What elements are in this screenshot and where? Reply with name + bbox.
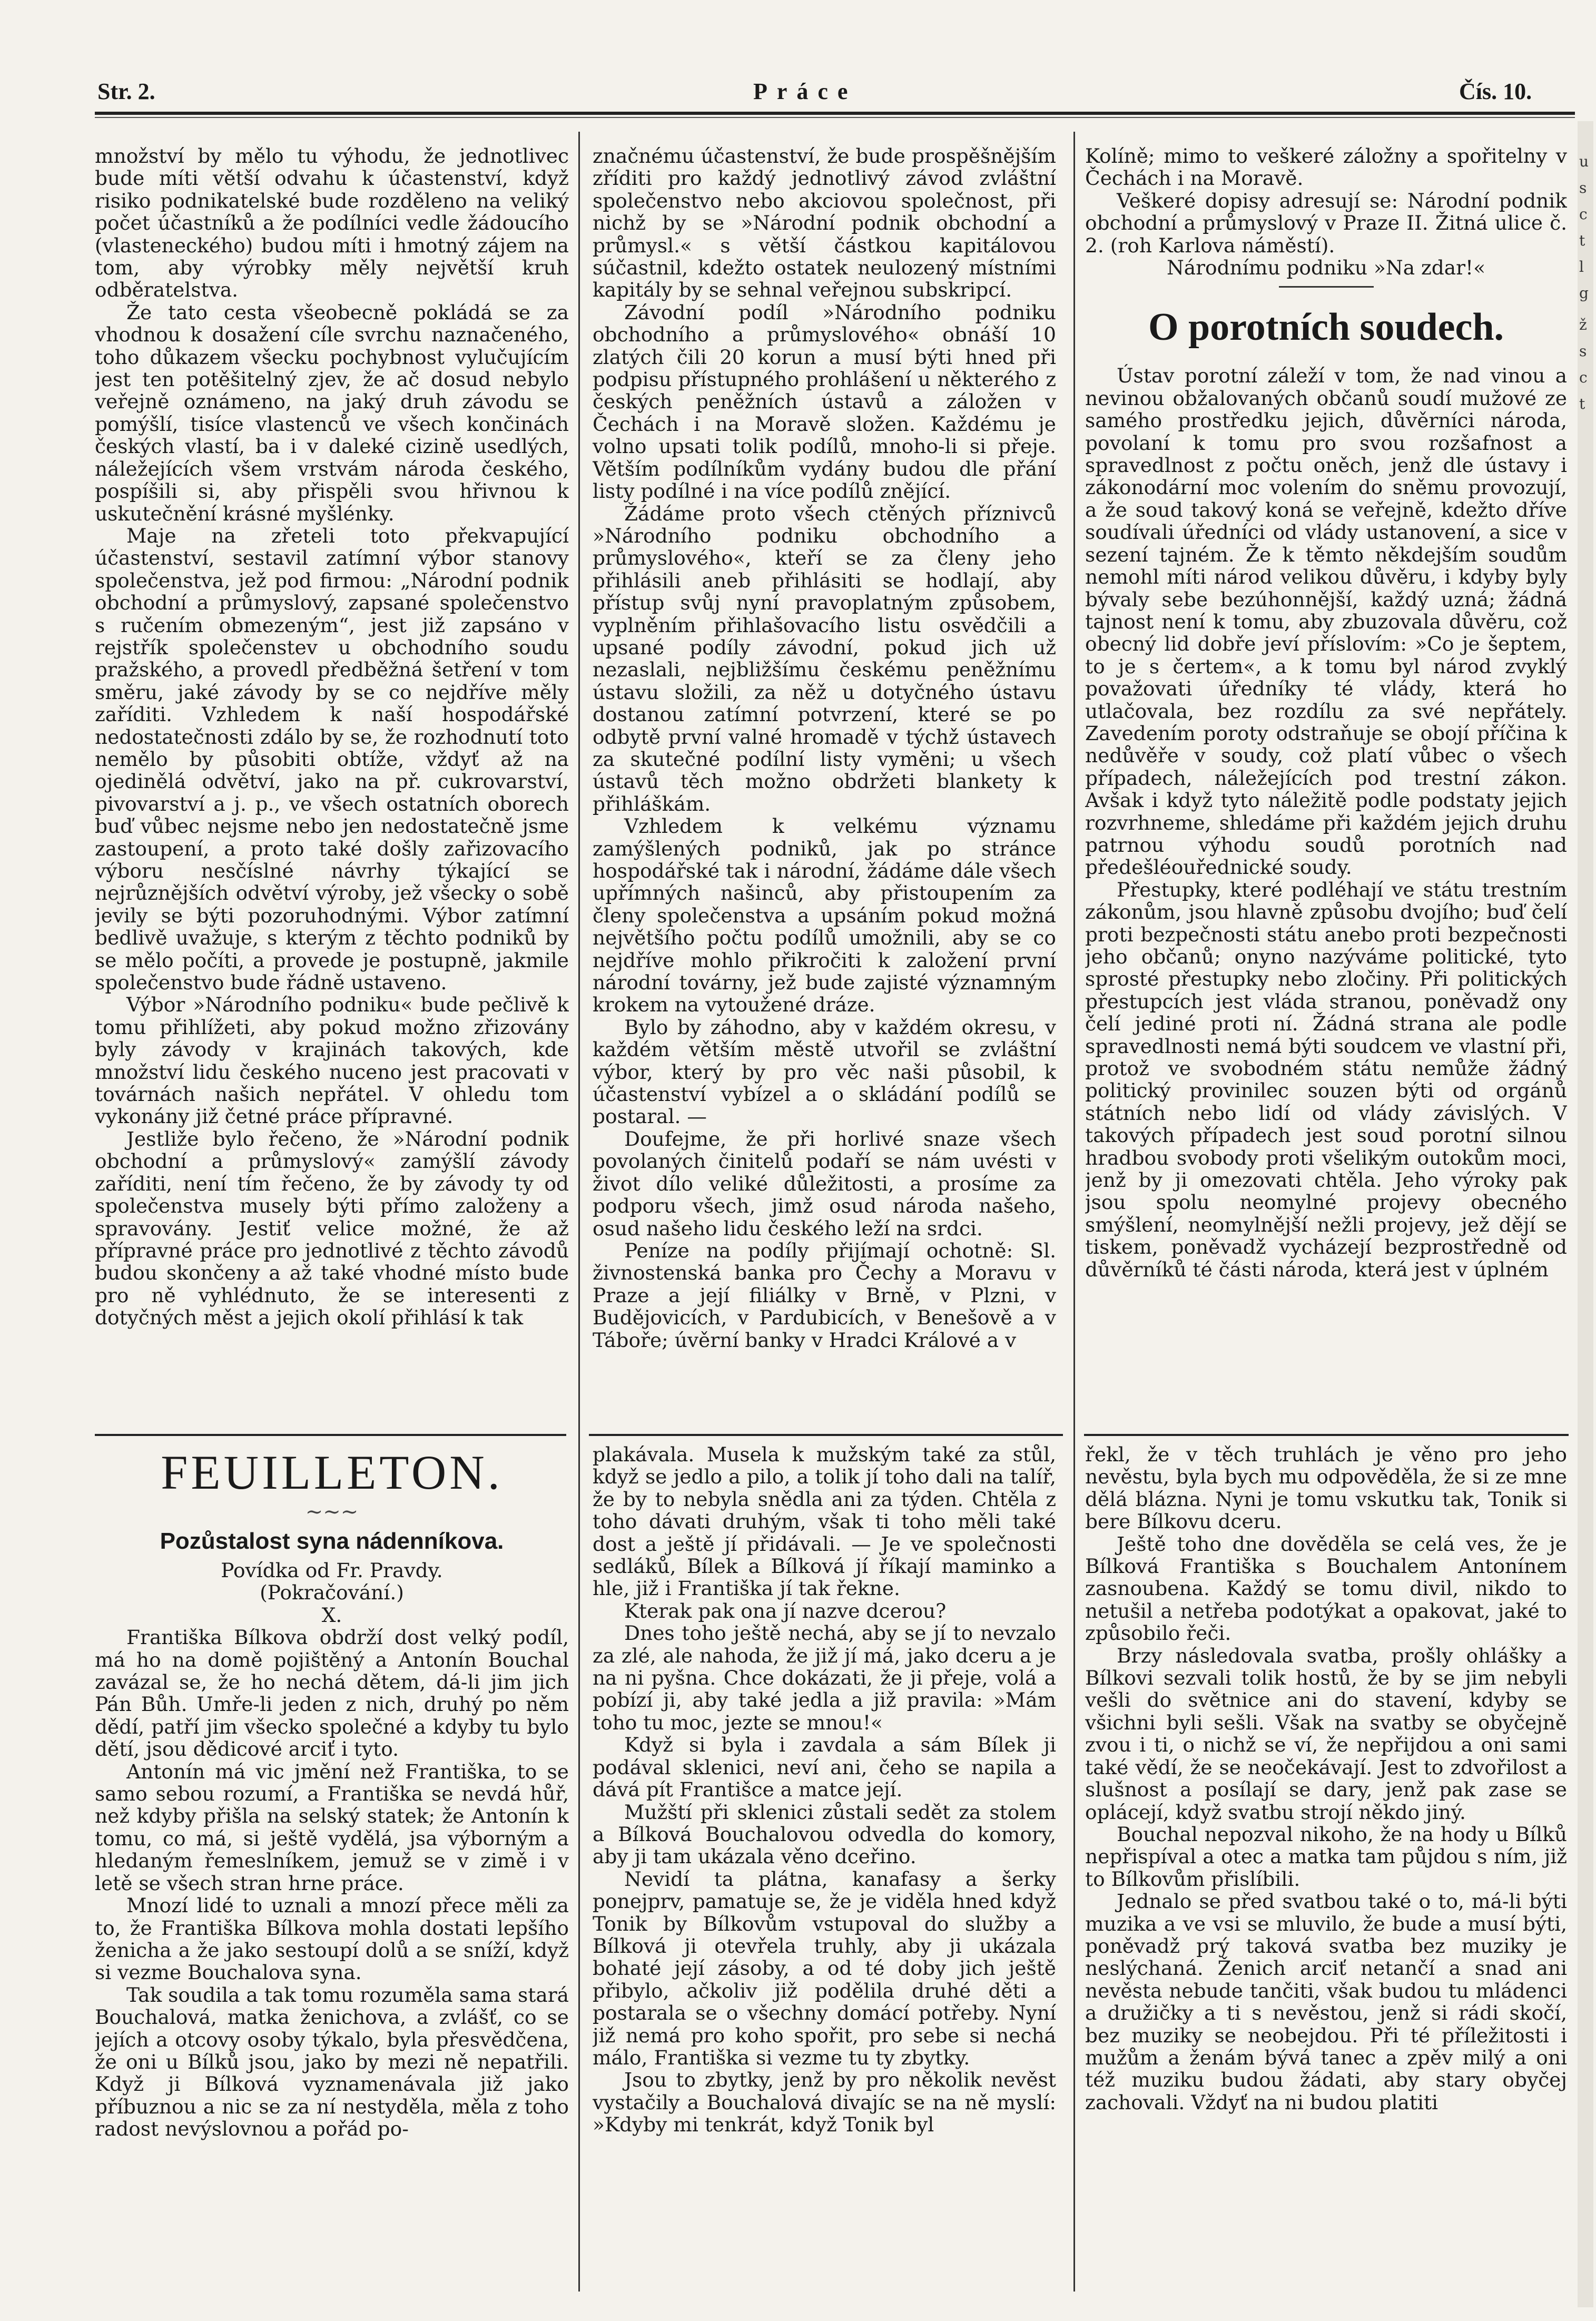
column-2 [593,145,1056,1420]
edge-letter: c [1579,369,1588,386]
feuilleton-column-1 [95,1443,569,2307]
edge-letter: l [1579,258,1584,276]
paragraph: Jednalo se před svatbou také o to, má-li býti muzika a ve vsi se mluvilo, že bude a musí býti, poněvadž prý taková svatba bez muziky je neslýchaná. Ženich arciť netančí a snad ani nevěsta nebude tančiti, však budou tu mládenci a družičky a ti s nevěstou, jenž si rádi skočí, bez muziky se neobejdou. Při té příležitosti i mužům a ženám bývá tanec a zpěv milý a oni též muziku budou žádati, aby stary obyčej zachovali. Vždyť na ni budou platiti [1085,1890,1567,2114]
paragraph: Bouchal nepozval nikoho, že na hody u Bílků nepřispíval a otec a matka tam půjdou s ním, již to Bílkovům přislíbili. [1085,1822,1567,1891]
edge-letter: t [1579,232,1585,249]
paragraph: Antonín má vic jmění než Františka, to se samo sebou rozumí, a Františka se nevdá hůř, než kdyby přišla na selský statek; že Antonín k tomu, co má, si ještě vydělá, jsa výborným a hledaným řemeslníkem, jemuž se v zimě i v letě se všech stran hrne práce. [95,1759,569,1895]
paragraph: Závodní podíl »Národního podniku obchodního a průmyslového« obnáší 10 zlatých čili 20 korun a musí býti hned při podpisu přístupného prohlášení u některého z českých peněžních ústavů a záložen v Čechách i na Moravě složen. Každému je volno upsati tolik podílů, mnoho-li si přeje. Větším podílníkům vydány budou dle přání listy podílné i na více podílů znějící. [593,300,1056,503]
paragraph: Františka Bílkova obdrží dost velký podíl, má ho na domě pojištěný a Antonín Bouchal zavázal se, že ho nechá dětem, dá-li jim jich Pán Bůh. Umře-li jeden z nich, druhý po něm dědí, patří jim všecko společné a kdyby tu bylo dětí, jsou dědicové arciť i tyto. [95,1626,569,1761]
edge-letter: t [1579,395,1585,412]
paragraph: Veškeré dopisy adresují se: Národní podnik obchodní a průmyslový v Praze II. Žitná ulice č. 2. (roh Karlova náměstí). [1085,189,1567,257]
masthead-title: Práce [753,78,858,104]
issue-number: Čís. 10. [1459,78,1532,104]
paragraph: množství by mělo tu výhodu, že jednotlivec bude míti větší odvahu k účastenství, když risiko podnikatelské bude rozděleno na veliký počet účastníků a že podílníci vedle žádoucího (vlasteneckého) budou míti i hmotný zájem na tom, aby výrobky měly největší kruh odběratelstva. [95,145,569,302]
paragraph: Jsou to zbytky, jenž by pro několik nevěst vystačily a Bouchalová divajíc se na ně myslí: »Kdyby mi tenkrát, když Tonik byl [593,2068,1056,2137]
story-title: Pozůstalost syna nádenníkova. [160,1528,504,1554]
column-1 [95,145,569,1420]
paragraph: Nevidí ta plátna, kanafasy a šerky ponejprv, pamatuje se, že je viděla hned když Tonik by Bílkovům vstupoval do služby a Bílková ji otevřela truhly, aby ji ukázala bohaté její zásoby, a od té doby jich ještě přibylo, ačkoliv již podělila druhé děti a postarala se o všechny domácí potřeby. Nyní již nemá pro koho spořit, pro sebe si nechá málo, Františka si vezme tu ty zbytky. [593,1867,1056,2069]
article-separator [1279,286,1374,288]
feuilleton-rule-1 [95,1434,566,1436]
byline: Povídka od Fr. Pravdy. [221,1559,443,1582]
page-number: Str. 2. [97,78,155,104]
feuilleton-rule-2 [589,1434,1063,1436]
feuilleton-rule-3 [1084,1434,1569,1436]
paragraph: Ústav porotní záleží v tom, že nad vinou a nevinou obžalovaných občanů soudí mužové ze samého prostředku jejich, důvěrníci národa, povolaní k tomu pro svou rozšafnost a spravedlnost z počtu oněch, jenž dle ústavy i zákonodární moc volením do sněmu provozují, a že soud takový koná se veřejně, kdežto dříve soudívali úředníci od vlády ustanovení, a sice v sezení tajném. Že k těmto někdejším soudům nemohl míti národ velikou důvěru, i kdyby byly bývaly sebe bezúhonnější, každý uzná; žádná tajnost není k tomu, aby zbuzovala důvěru, což obecný lid dobře jeví příslovím: »Co je šeptem, to je s čertem«, a k tomu byl národ zvyklý považovati úředníky té vlády, která ho utlačovala, bez rozdílu za své nepřátely. Zavedením poroty odstraňuje se obojí příčina k nedůvěře v soudy, což platí vůbec o všech případech, náležejících pod trestní zákon. Avšak i když tyto náležitě podle podstaty jejich rozvrhneme, shledáme při každém jejich druhu patrnou výhodu soudů porotních nad předešléouřednické soudy. [1085,364,1567,879]
paragraph: Ještě toho dne dověděla se celá ves, že je Bílková Františka s Bouchalem Antonínem zasnoubena. Každý se tomu divil, nikdo to netušil a netřeba podotýkat a opakovat, jaké to způsobilo řeči. [1085,1532,1567,1645]
paragraph: značnému účastenství, že bude prospěšnějším zříditi pro každý jednotlivý závod zvláštní společenstvo nebo akciovou společnost, při nichž by se »Národní podnik obchodní a průmysl.« s větší částkou kapitálovou súčastnil, kdežto ostatek neulozený místními kapitály by se sehnal veřejnou subskripcí. [593,145,1056,302]
paragraph: Peníze na podíly přijímají ochotně: Sl. živnostenská banka pro Čechy a Moravu v Praze a její filiálky v Brně, v Plzni, v Budějovicích, v Pardubicích, v Benešově a v Táboře; úvěrní banky v Hradci Králové a v [593,1238,1056,1352]
paragraph: řekl, že v těch truhlách je věno pro jeho nevěstu, byla bych mu odpověděla, že si ze mne dělá blázna. Nyni je tomu vskutku tak, Tonik si bere Bílkovu dceru. [1085,1443,1567,1533]
paragraph: Žádáme proto všech ctěných příznivců »Národního podniku obchodního a průmyslového«, kteří se za členy jeho přihlásili aneb přihlásiti se hodlají, aby přístup svůj nyní pravoplatným způsobem, vyplněním přihlašovacího listu osvědčili a upsané podíly závodní, pokud jich už nezaslali, nejbližšímu českému peněžnímu ústavu složili, za něž u dotyčného ústavu dostanou zatímní potvrzení, které se po odbytě první valné hromadě v týchž ústavech za skutečné podílní listy vyměni; u všech ústavů těch možno obdržeti blankety k přihláškám. [593,501,1056,815]
paragraph: Tak soudila a tak tomu rozuměla sama stará Bouchalová, matka ženichova, a zvlášť, co se jejích a otcovy osoby týkalo, byla přesvědčena, že oni u Bílků jsou, jako by mezi ně nepatřili. Když ji Bílková vyznamenávala již jako příbuznou a nic se za ní nestyděla, měla z toho radost nevýslovnou a pořád po- [95,1983,569,2141]
paragraph: Jestliže bylo řečeno, že »Národní podnik obchodní a průmyslový« zamýšlí závody zaříditi, není tím řečeno, že by závody ty od společenstva musely býti přímo založeny a spravovány. Jestiť velice možné, že až přípravné práce pro jednotlivé z těchto závodů budou skončeny a až také vhodné místo bude pro ně vyhlédnuto, že se interesenti z dotyčných měst a jejich okolí přihlásí k tak [95,1127,569,1330]
paragraph: Přestupky, které podléhají ve státu trestním zákonům, jsou hlavně způsobu dvojího; buď čelí proti bezpečnosti státu anebo proti bezpečnosti jeho občanů; onyno nazýváme politické, tyto sprosté přestupky nebo zločiny. Při politických přestupcích jest vláda stranou, poněvadž ony čelí jediné proti ní. Žádná strana ale podle spravedlnosti nemá býti soudcem ve vlastní při, protož ve svobodném státu nemůže žádný politický provinilec souzen býti od orgánů státních nebo lidí od vlády závislých. V takových případech jest soud porotní silnou hradbou svobody proti všelikým outokům moci, jenž by ji omezovati chtěla. Jeho výroky pak jsou spolu neomylné projevy obecného smýšlení, neomylnější nežli projevy, jež dějí se tiskem, poněvadž vycházejí bezprostředně od důvěrníků té části národa, která jest v úplném [1085,878,1567,1281]
paragraph: Doufejme, že při horlivé snaze všech povolaných činitelů podaří se nám uvésti v život dílo veliké důležitosti, a prosíme za podporu všech, jimž osud národa našeho, osud našeho lidu českého leží na srdci. [593,1127,1056,1240]
feuilleton-column-2 [593,1443,1056,2307]
continuation-note: (Pokračování.) [260,1581,404,1605]
closing-salute: Národnímu podniku »Na zdar!« [1166,256,1486,280]
paragraph: Kolíně; mimo to veškeré záložny a spořitelny v Čechách i na Moravě. [1085,145,1567,190]
column-3 [1085,145,1567,1420]
paragraph: Vzhledem k velkému významu zamýšlených podniků, jak po stránce hospodářské tak i národní, žádáme dále všech upřímných našinců, aby přistoupením za členy společenstva a upsáním pokud možná největšího počtu podílů umožnili, aby se co nejdříve mohlo přikročiti k založení první národní továrny, jež bude zajisté významným krokem na vytoužené dráze. [593,814,1056,1017]
column-divider-1 [578,132,580,2292]
paragraph: Že tato cesta všeobecně pokládá se za vhodnou k dosažení cíle svrchu naznačeného, toho důkazem všecku pochybnost vylučujícím jest ten potěšitelný zjev, že ač dosud nebylo veřejně oznámeno, na jaký druh závodu se pomýšlí, tisíce vlastenců ve všech končinách českých vlastí, ba i v daleké cizině usedlých, náležejících všem vrstvám národa českého, pospíšili si, aby přispěli svou hřivnou k uskutečnění krásné myšlénky. [95,300,569,525]
paragraph: Kterak pak ona jí nazve dcerou? [624,1599,947,1622]
paragraph: Když si byla i zavdala a sám Bílek ji podával sklenici, neví ani, čeho se napila a dává pít Františce a matce její. [593,1733,1056,1802]
wavy-ornament: ∼∼∼ [305,1500,359,1524]
paragraph: Brzy následovala svatba, prošly ohlášky a Bílkovi sezvali tolik hostů, že by se jim nebyli vešli do světnice ani do stavení, kdyby se všichni byli sešli. Však na svatby se obyčejně zvou i ti, o nichž se ví, že nepřijdou a oni sami také vědí, že se neočekávají. Jest to zdvořilost a slušnost a posílají se dary, jenž pak zase se oplácejí, když svatbu strojí někdo jiný. [1085,1644,1567,1824]
edge-letter: s [1579,179,1587,196]
edge-letter: g [1579,284,1589,302]
header-rule-thin [95,117,1575,118]
header-rule [95,112,1575,115]
paragraph: plakávala. Musela k mužským také za stůl, když se jedlo a pilo, a tolik jí toho dali na talíř, že by to nebyla snědla ani za týden. Chtěla z toho dávati druhým, však ti toho měli také dost a ještě jí přidávali. — Je ve společnosti sedláků, Bílek a Bílková jí říkají maminko a hle, již i Františka jí tak řekne. [593,1443,1056,1600]
paragraph: Výbor »Národního podniku« bude pečlivě k tomu přihlížeti, aby pokud možno zřizovány byly závody v krajinách takových, kde množství lidu českého nuceno jest pracovati v továrnách našich nepřátel. V ohledu tom vykonány již četné práce přípravné. [95,993,569,1128]
edge-letter: ž [1579,316,1587,333]
feuilleton-column-3 [1085,1443,1567,2307]
paragraph: Maje na zřeteli toto překvapující účastenství, sestavil zatímní výbor stanovy společenstva, jež pod firmou: „Národní podnik obchodní a průmyslový, zapsané společenstvo s ručením obmezeným“, jest již zapsáno v rejstřík společenstev u obchodního soudu pražského, a provedl předběžná šetření v tom směru, jaké závody by se co nejdříve měly zaříditi. Vzhledem k naší hospodářské nedostatečnosti zdálo by se, že rozhodnutí toto nemělo by působiti obtíže, vždyť až na ojedinělá odvětví, jako na př. cukrovarství, pivovarství a j. p., ve všech ostatních oborech buď vůbec nejsme nebo jen nedostatečně jsme zastoupení, a proto také došly zařizovacího výboru nesčíslné návrhy týkající se nejrůznějších odvětví výroby, jež všecky o sobě jevily se býti pozoruhodnými. Výbor zatímní bedlivě uvažuje, s kterým z těchto podniků by se mělo počíti, a provede je postupně, jakmile společenstvo bude řádně ustaveno. [95,524,569,995]
article-title: O porotních soudech. [1148,306,1504,349]
column-divider-2 [1073,132,1075,2292]
adjacent-page-edge [1578,121,1593,2307]
paragraph: Bylo by záhodno, aby v každém okresu, v každém větším městě utvořil se zvláštní výbor, který by pro věc naši působil, k účastenství vybízel a o skládání podílů se postaral. — [593,1015,1056,1128]
paragraph: Dnes toho ještě nechá, aby se jí to nevzalo za zlé, ale nahoda, že již jí má, jako dceru a je na ni pyšna. Chce dokázati, že ji přeje, volá a pobízí ji, aby také jedla a již pravila: »Mám toho tu moc, jezte se mnou!« [593,1621,1056,1734]
edge-letter: u [1579,153,1589,170]
feuilleton-heading: FEUILLETON. [161,1445,503,1499]
paragraph: Mnozí lidé to uznali a mnozí přece měli za to, že Františka Bílkova mohla dostati lepšího ženicha a že jako sestoupí dolů a se sníží, když si vezme Bouchalova syna. [95,1894,569,1984]
edge-letter: c [1579,205,1588,223]
paragraph: Mužští při sklenici zůstali sedět za stolem a Bílková Bouchalovou odvedla do komory, aby ji tam ukázala věno dceřino. [593,1800,1056,1868]
edge-letter: s [1579,342,1587,360]
chapter-number: X. [321,1603,342,1627]
